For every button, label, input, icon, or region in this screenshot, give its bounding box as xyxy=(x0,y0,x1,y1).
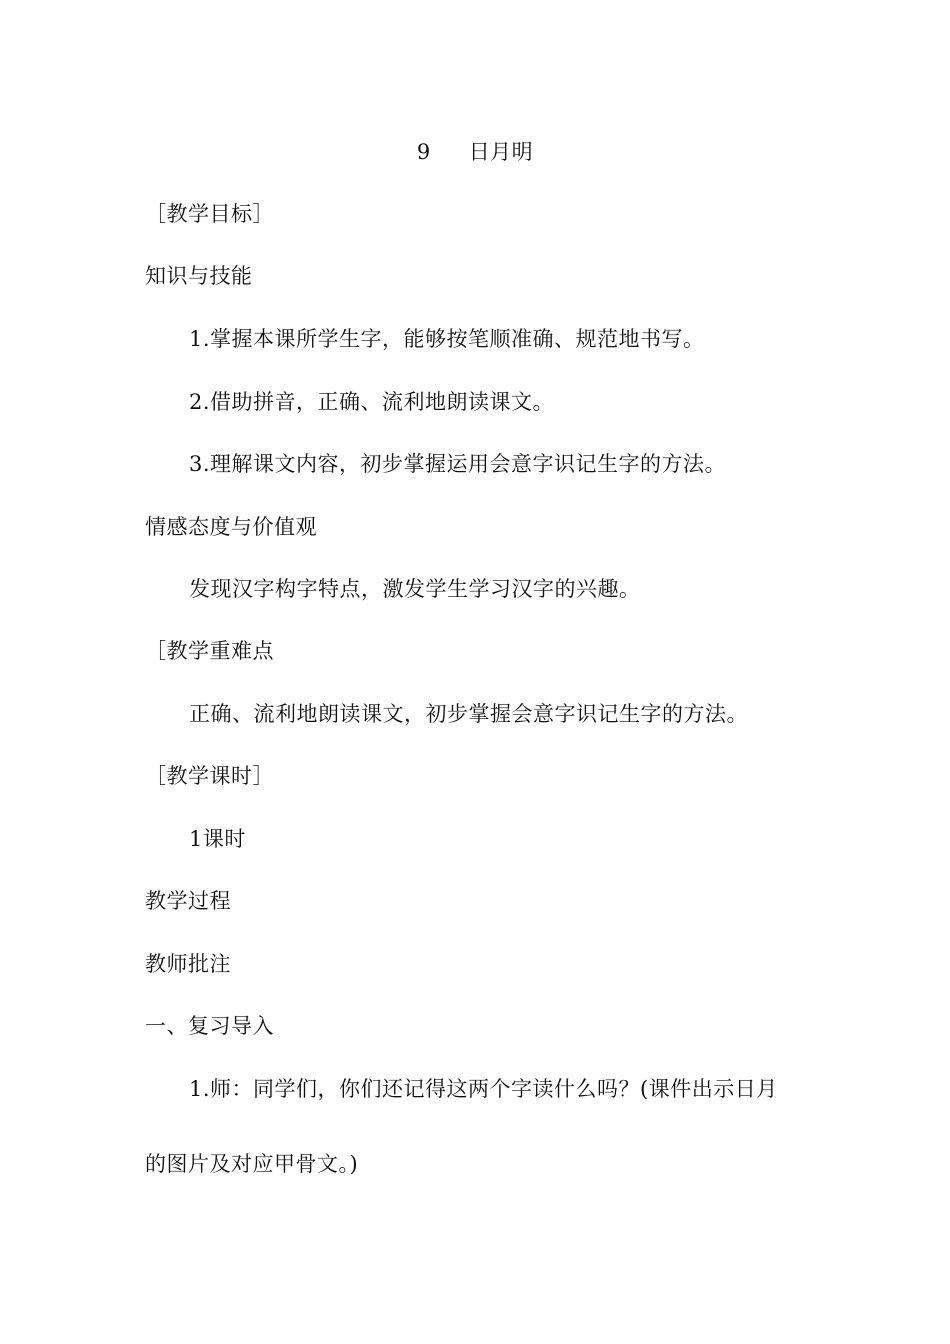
lesson-title xyxy=(0,138,950,166)
emotion-item: 发现汉字构字特点，激发学生学习汉字的兴趣。 xyxy=(189,577,641,601)
knowledge-heading: 知识与技能 xyxy=(145,264,253,288)
key-points-item: 正确、流利地朗读课文，初步掌握会意字识记生字的方法。 xyxy=(189,702,748,726)
key-points-heading: ［教学重难点 xyxy=(145,639,274,663)
teacher-notes-heading: 教师批注 xyxy=(145,952,231,976)
hours-heading: ［教学课时］ xyxy=(145,764,274,788)
review-heading: 一、复习导入 xyxy=(145,1014,274,1038)
review-item-line-1: 1.师：同学们，你们还记得这两个字读什么吗？(课件出示日月 xyxy=(189,1077,778,1101)
knowledge-item-2: 2.借助拼音，正确、流利地朗读课文。 xyxy=(189,390,555,414)
lesson-title-text: 日月明 xyxy=(468,140,534,164)
hours-item: 1课时 xyxy=(189,827,246,851)
knowledge-item-3: 3.理解课文内容，初步掌握运用会意字识记生字的方法。 xyxy=(189,452,727,476)
process-heading: 教学过程 xyxy=(145,889,231,913)
knowledge-item-1: 1.掌握本课所学生字，能够按笔顺准确、规范地书写。 xyxy=(189,327,705,351)
lesson-number: 9 xyxy=(416,140,431,164)
review-item-line-2: 的图片及对应甲骨文。) xyxy=(145,1152,359,1176)
emotion-heading: 情感态度与价值观 xyxy=(145,515,317,539)
objectives-heading: ［教学目标］ xyxy=(145,202,274,226)
